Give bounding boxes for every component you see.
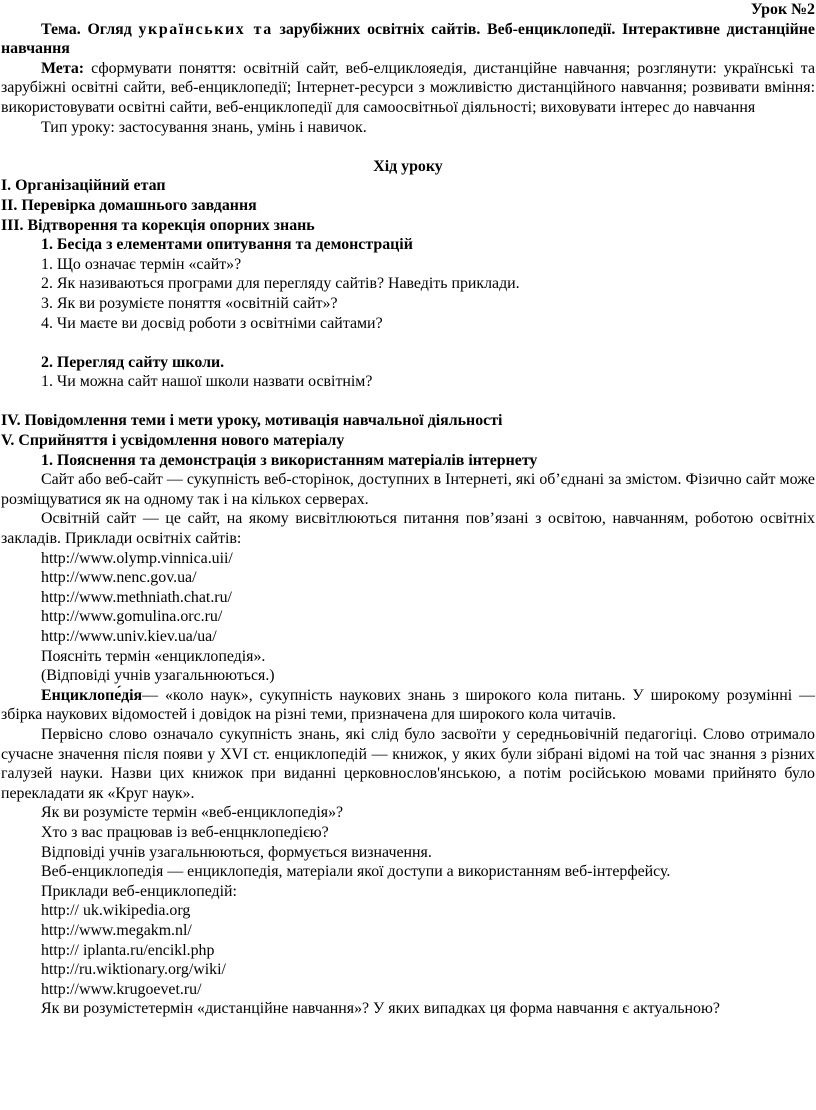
paragraph-site: Сайт або веб-сайт — сукупність веб-сторінок, доступних в Інтернеті, які об’єднані за змістом. Фізично сайт може розміщуватися як на одному так і на кількох серверах.	[1, 471, 815, 508]
question-item: 1. Що означає термін «сайт»?	[41, 255, 242, 273]
answers-definition: Відповіді учнів узагальнюються, формується визначення.	[41, 843, 432, 861]
paragraph-origin: Первісно слово означало сукупність знань, які слід було засвоїти у середньовічній педагогіці. Слово отримало сучасне значення після появи у XVI ст. енциклопедій — книжок, у яких були зібрані відомі на той час знання з різних галузей науки. Назви цих книжок при виданні церковнослов'янською, а потім російською мовами прийнято було перекладати як «Круг наук».	[1, 725, 815, 802]
web-link: http:// iplanta.ru/encikl.php	[41, 941, 215, 959]
topic-part2: українських та	[138, 20, 273, 38]
edu-link: http://www.methniath.chat.ru/	[41, 588, 232, 606]
answers-note: (Відповіді учнів узагальнюються.)	[41, 667, 275, 685]
web-link: http://www.megakm.nl/	[41, 921, 192, 939]
paragraph-encyclopedia	[1, 686, 815, 725]
question-web-encyclopedia: Як ви розумісте термін «веб-енциклопедія»?	[41, 804, 344, 822]
examples-label: Приклади веб-енциклопедій:	[41, 882, 237, 900]
stage-5-1: 1. Пояснення та демонстрація з використанням матеріалів інтернету	[41, 451, 538, 469]
paragraph-edu-site: Освітній сайт — це сайт, на якому висвітлюються питання пов’язані з освітою, навчанням, роботою освітніх закладів. Приклади освітніх сайтів:	[1, 510, 815, 548]
lesson-type: Тип уроку: застосування знань, умінь і навичок.	[41, 118, 367, 136]
stage-2: ІІ. Перевірка домашнього завдання	[1, 196, 257, 214]
stage-5: V. Сприйняття і усвідомлення нового матеріалу	[1, 432, 345, 450]
edu-link: http://www.univ.kiev.ua/ua/	[41, 628, 217, 645]
question-item: 1. Чи можна сайт нашої школи назвати освітнім?	[41, 373, 373, 391]
question-who-worked: Хто з вас працював із веб-енцнклопедією?	[41, 823, 329, 841]
encyclopedia-definition: — «коло наук», сукупність наукових знань з широкого кола питань. У широкому розумінні — збірка наукових відомостей і довідок на різні теми, призначена для широкого кола читачів.	[1, 686, 815, 724]
stage-3: ІІІ. Відтворення та корекція опорних знань	[1, 216, 315, 234]
web-link: http:// uk.wikipedia.org	[41, 902, 191, 920]
question-item: 3. Як ви розумієте поняття «освітній сайт»?	[41, 294, 338, 312]
web-link: http://www.krugoevet.ru/	[41, 980, 202, 998]
stage-3-1: 1. Бесіда з елементами опитування та демонстрацій	[41, 236, 413, 254]
web-link: http://ru.wiktionary.org/wiki/	[41, 961, 226, 979]
stage-1: І. Організаційний етап	[1, 177, 166, 195]
lesson-topic	[1, 20, 815, 59]
goal-text: сформувати поняття: освітній сайт, веб-елциклояедія, дистанційне навчання; розглянути: українські та зарубіжні освітні сайти, веб-енциклопедії; Інтернет-ресурси з можливістю дистанційного навчання; розвивати вміння: використовувати освітні сайти, веб-енциклопедії для самоосвітньої діяльності; виховувати інтерес до навчання	[1, 59, 815, 116]
stage-4: IV. Повідомлення теми і мети уроку, мотивація навчальної діяльності	[1, 412, 503, 430]
explain-term: Поясніть термін «енциклопедія».	[41, 647, 266, 665]
topic-label: Тема.	[41, 20, 81, 38]
stage-3-2: 2. Перегляд сайту школи.	[41, 353, 225, 371]
course-heading: Хід уроку	[373, 157, 443, 175]
question-distance-learning: Як ви розумістетермін «дистанційне навчання»? У яких випадках ця форма навчання є актуальною?	[41, 1000, 720, 1018]
edu-link: http://www.nenc.gov.ua/	[41, 569, 197, 587]
topic-part3: зарубіжних освітніх сайтів. Веб-енциклопедії. Інтерактивне дистанційне навчання	[1, 20, 815, 58]
question-item: 2. Як називаються програми для перегляду сайтів? Наведіть приклади.	[41, 275, 520, 293]
goal-label: Мета:	[41, 59, 85, 77]
lesson-number: Урок №2	[750, 1, 815, 18]
lesson-goal	[1, 59, 815, 118]
edu-link: http://www.olymp.vinnica.uii/	[41, 549, 233, 567]
topic-part1: Огляд	[87, 20, 132, 38]
definition-web-encyclopedia: Веб-енциклопедія — енциклопедія, матеріали якої доступи а використанням веб-інтерфейсу.	[41, 863, 671, 881]
question-item: 4. Чи маєте ви досвід роботи з освітніми сайтами?	[41, 314, 383, 332]
edu-link: http://www.gomulina.orc.ru/	[41, 608, 223, 626]
encyclopedia-term: Енциклопе́дія	[41, 686, 143, 704]
